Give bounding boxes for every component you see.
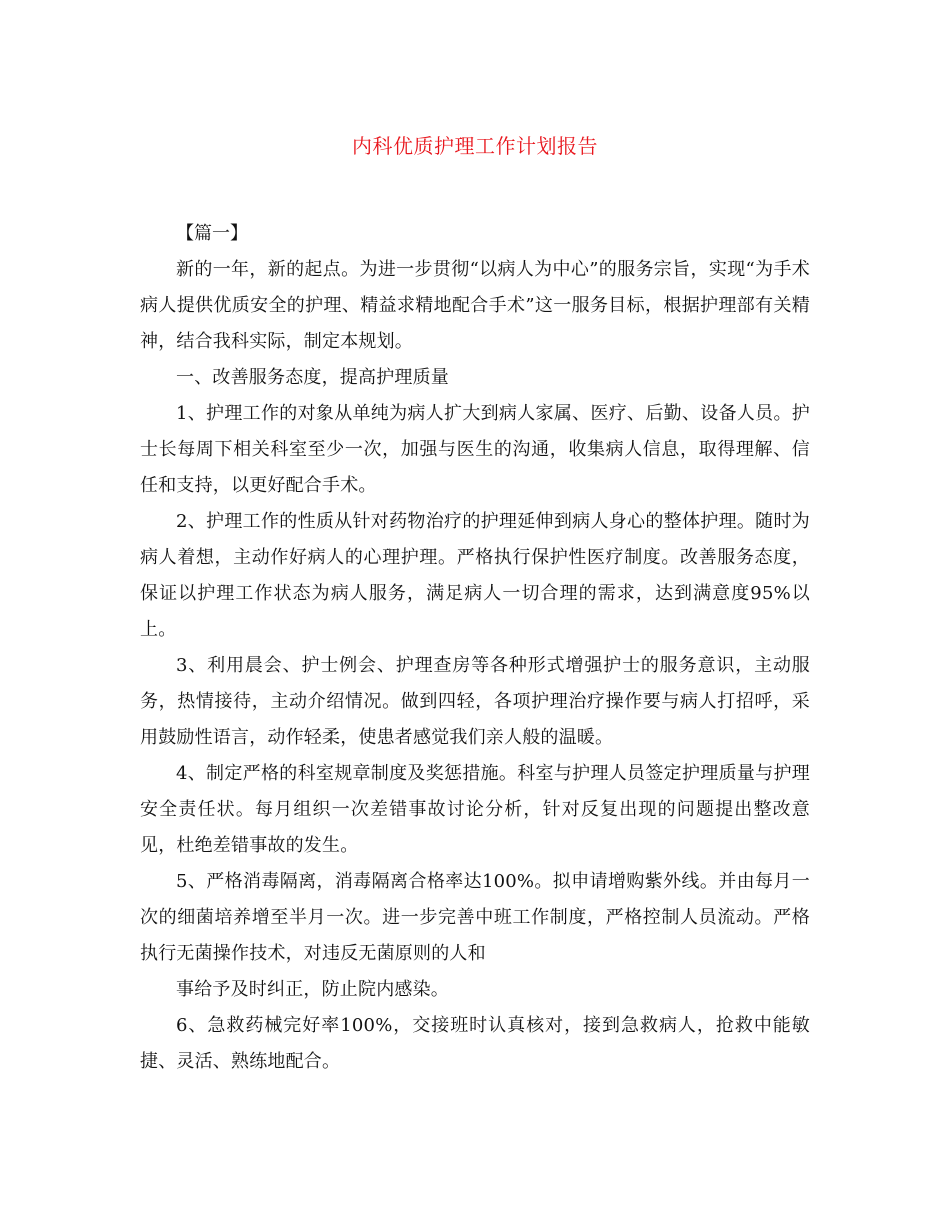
document-title: 内科优质护理工作计划报告 (352, 134, 598, 158)
paragraph-item-3: 3、利用晨会、护士例会、护理查房等各种形式增强护士的服务意识，主动服务，热情接待，主动介绍情况。做到四轻，各项护理治疗操作要与病人打招呼，采用鼓励性语言，动作轻柔，使患者感觉我们亲人般的温暖。 (140, 655, 810, 748)
paragraph-intro: 新的一年，新的起点。为进一步贯彻“以病人为中心”的服务宗旨，实现“为手术病人提供优质安全的护理、精益求精地配合手术”这一服务目标，根据护理部有关精神，结合我科实际，制定本规划。 (140, 259, 810, 352)
paragraph-item-4: 4、制定严格的科室规章制度及奖惩措施。科室与护理人员签定护理质量与护理安全责任状。每月组织一次差错事故讨论分析，针对反复出现的问题提出整改意见，杜绝差错事故的发生。 (140, 763, 810, 856)
paragraph-item-6: 6、急救药械完好率100%，交接班时认真核对，接到急救病人，抢救中能敏捷、灵活、熟练地配合。 (140, 1015, 810, 1072)
paragraph-item-2: 2、护理工作的性质从针对药物治疗的护理延伸到病人身心的整体护理。随时为病人着想，主动作好病人的心理护理。严格执行保护性医疗制度。改善服务态度，保证以护理工作状态为病人服务，满足病人一切合理的需求，达到满意度95%以上。 (140, 511, 810, 640)
paragraph-item-1: 1、护理工作的对象从单纯为病人扩大到病人家属、医疗、后勤、设备人员。护士长每周下相关科室至少一次，加强与医生的沟通，收集病人信息，取得理解、信任和支持，以更好配合手术。 (140, 403, 810, 496)
section-label: 【篇一】 (176, 223, 248, 244)
paragraph-item-5-continued: 事给予及时纠正，防止院内感染。 (176, 979, 449, 1000)
paragraph-item-5: 5、严格消毒隔离，消毒隔离合格率达100%。拟申请增购紫外线。并由每月一次的细菌培养增至半月一次。进一步完善中班工作制度，严格控制人员流动。严格执行无菌操作技术，对违反无菌原则的人和 (140, 871, 810, 964)
paragraph-heading-1: 一、改善服务态度，提高护理质量 (176, 367, 449, 388)
